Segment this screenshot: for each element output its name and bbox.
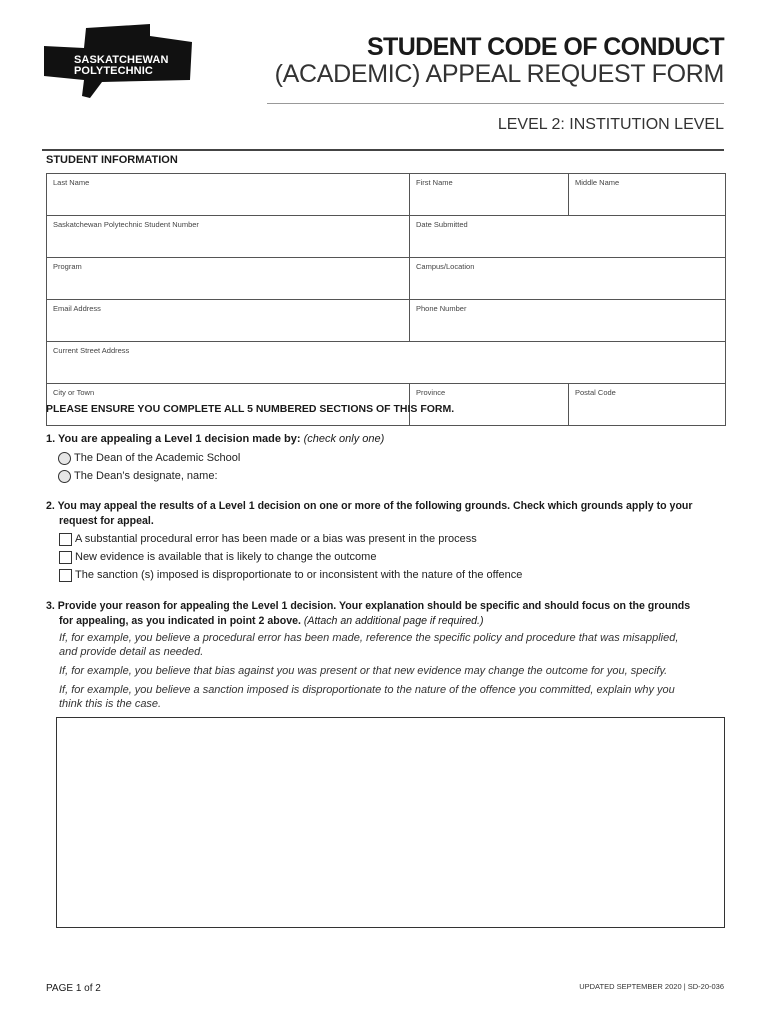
new-evidence-label: New evidence is available that is likely to change the outcome	[75, 551, 377, 563]
date-submitted-label: Date Submitted	[416, 220, 468, 229]
dean-designate-radio[interactable]	[58, 470, 71, 483]
last-name-field[interactable]	[47, 174, 410, 216]
program-field[interactable]	[47, 258, 410, 300]
phone-label: Phone Number	[416, 304, 467, 313]
section-divider	[42, 149, 724, 151]
example-sanction-line2: think this is the case.	[59, 698, 162, 710]
postal-code-label: Postal Code	[575, 388, 616, 397]
sanction-label: The sanction (s) imposed is disproportionate to or inconsistent with the nature of the offence	[75, 569, 523, 581]
question-1	[46, 432, 384, 447]
question-2-line2: request for appeal.	[59, 514, 154, 527]
phone-field[interactable]	[410, 300, 726, 342]
example-bias: If, for example, you believe that bias against you was present or that new evidence may change the outcome for you, specify.	[59, 665, 668, 677]
procedural-error-label: A substantial procedural error has been made or a bias was present in the process	[75, 533, 477, 545]
instructions: PLEASE ENSURE YOU COMPLETE ALL 5 NUMBERED SECTIONS OF THIS FORM.	[46, 403, 455, 415]
form-revision: UPDATED SEPTEMBER 2020 | SD-20-036	[579, 982, 724, 991]
campus-label: Campus/Location	[416, 262, 475, 271]
question-3-line2: for appealing, as you indicated in point 2 above.	[59, 614, 301, 627]
title-divider	[267, 103, 724, 104]
question-2	[46, 499, 736, 528]
student-info-table	[46, 173, 726, 426]
example-procedural-line1: If, for example, you believe a procedural error has been made, reference the specific policy and procedure that was misapplied,	[59, 632, 679, 644]
program-label: Program	[53, 262, 82, 271]
question-3	[46, 599, 736, 628]
logo-line1: SASKATCHEWAN	[74, 54, 169, 66]
dean-designate-option-label: The Dean’s designate, name:	[74, 470, 218, 482]
sanction-checkbox[interactable]	[59, 569, 72, 582]
middle-name-label: Middle Name	[575, 178, 620, 187]
question-1-text: 1. You are appealing a Level 1 decision made by:	[46, 433, 301, 445]
postal-code-field[interactable]	[569, 384, 726, 426]
city-label: City or Town	[53, 388, 95, 397]
date-submitted-field[interactable]	[410, 216, 726, 258]
level-label: LEVEL 2: INSTITUTION LEVEL	[497, 116, 724, 133]
province-label: Province	[416, 388, 446, 397]
question-1-note: (check only one)	[303, 433, 385, 445]
logo-line2: POLYTECHNIC	[74, 65, 153, 77]
form-title: STUDENT CODE OF CONDUCT	[366, 33, 724, 61]
email-field[interactable]	[47, 300, 410, 342]
student-info-heading: STUDENT INFORMATION	[46, 154, 178, 166]
procedural-error-checkbox[interactable]	[59, 533, 72, 546]
appeal-reason-textarea[interactable]	[56, 717, 725, 928]
street-address-label: Current Street Address	[53, 346, 130, 355]
question-2-line1: 2. You may appeal the results of a Level 1 decision on one or more of the following grounds. Check which grounds apply to your	[46, 500, 693, 512]
middle-name-field[interactable]	[569, 174, 726, 216]
first-name-field[interactable]	[410, 174, 569, 216]
example-procedural-line2: and provide detail as needed.	[59, 646, 204, 658]
page-number: PAGE 1 of 2	[46, 983, 101, 994]
student-number-field[interactable]	[47, 216, 410, 258]
last-name-label: Last Name	[53, 178, 90, 187]
student-number-label: Saskatchewan Polytechnic Student Number	[53, 220, 199, 229]
saskpolytech-logo	[42, 24, 192, 98]
street-address-field[interactable]	[47, 342, 726, 384]
dean-option-label: The Dean of the Academic School	[74, 452, 241, 464]
new-evidence-checkbox[interactable]	[59, 551, 72, 564]
campus-field[interactable]	[410, 258, 726, 300]
example-sanction-line1: If, for example, you believe a sanction imposed is disproportionate to the nature of the offence you committed, explain why you	[59, 684, 675, 696]
form-subtitle: (ACADEMIC) APPEAL REQUEST FORM	[274, 60, 724, 88]
question-3-line1: 3. Provide your reason for appealing the Level 1 decision. Your explanation should be specific and should focus on the grounds	[46, 600, 691, 612]
first-name-label: First Name	[416, 178, 453, 187]
dean-radio[interactable]	[58, 452, 71, 465]
email-label: Email Address	[53, 304, 101, 313]
question-3-note: (Attach an additional page if required.)	[303, 614, 484, 627]
